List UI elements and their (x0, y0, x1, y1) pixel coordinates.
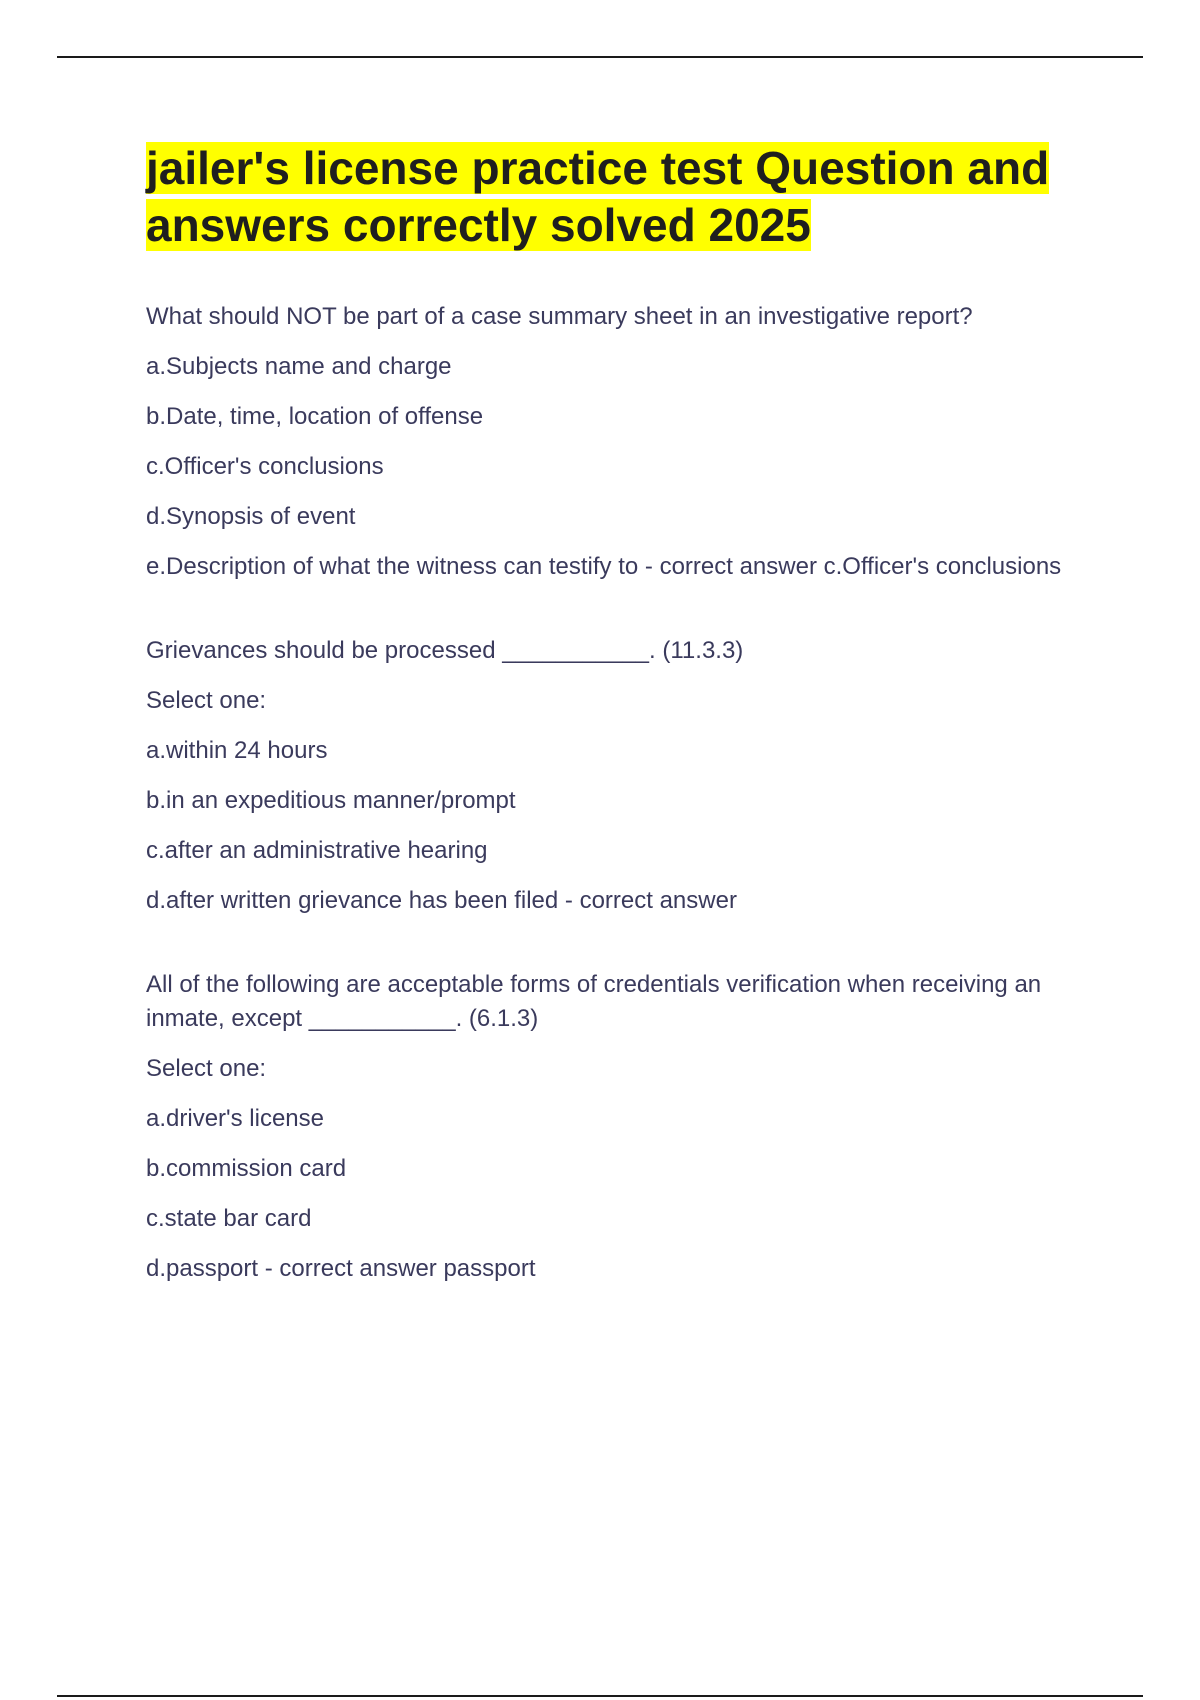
question-block (146, 300, 1106, 584)
question-block (146, 634, 1106, 918)
bottom-rule (57, 1695, 1143, 1697)
question-text: What should NOT be part of a case summary sheet in an investigative report? (146, 303, 973, 330)
question-line: a.within 24 hours (146, 737, 328, 764)
question-line: Select one: (146, 1055, 267, 1082)
question-line: c.after an administrative hearing (146, 837, 488, 864)
question-line: a.Subjects name and charge (146, 353, 452, 380)
question-block (146, 968, 1106, 1286)
question-line: a.driver's license (146, 1105, 324, 1132)
question-text: All of the following are acceptable forms of credentials verification when receiving an inmate, except ___________. (6.1.3) (146, 971, 1042, 1032)
document-page (146, 140, 1106, 1336)
question-line: Select one: (146, 687, 267, 714)
question-text: Grievances should be processed ___________. (11.3.3) (146, 637, 744, 664)
question-list (146, 300, 1106, 1286)
document-title (146, 140, 1106, 254)
question-line: d.passport - correct answer passport (146, 1255, 536, 1282)
question-line: b.commission card (146, 1155, 347, 1182)
question-line: c.Officer's conclusions (146, 453, 384, 480)
title-highlight: jailer's license practice test Question and answers correctly solved 2025 (146, 142, 1050, 251)
question-line: b.Date, time, location of offense (146, 403, 484, 430)
question-line: d.Synopsis of event (146, 503, 356, 530)
top-rule (57, 56, 1143, 58)
question-line: d.after written grievance has been filed - correct answer (146, 887, 737, 914)
question-line: c.state bar card (146, 1205, 312, 1232)
question-line: e.Description of what the witness can testify to - correct answer c.Officer's conclusions (146, 553, 1062, 580)
question-line: b.in an expeditious manner/prompt (146, 787, 516, 814)
